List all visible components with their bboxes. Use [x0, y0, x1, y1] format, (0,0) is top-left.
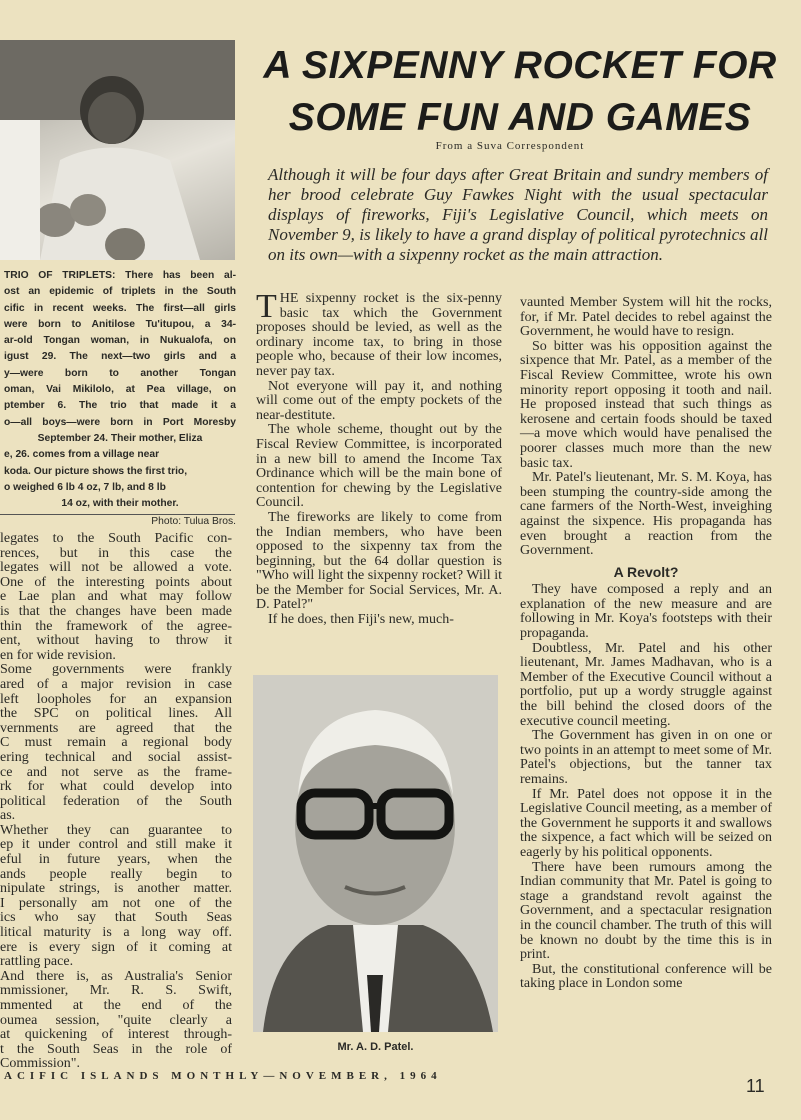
page-number: 11: [746, 1076, 765, 1096]
left-column-line: mmissioner, Mr. R. S. Swift,: [0, 984, 232, 999]
left-column-line: legates will not be allowed a vote.: [0, 561, 232, 576]
left-column-line: vernments are agreed that the: [0, 721, 232, 736]
headline-line-2: SOME FUN AND GAMES: [288, 96, 752, 139]
left-column-line: ands people really begin to: [0, 867, 232, 882]
right-column: [520, 296, 772, 992]
left-column-line: ce and not serve as the frame-: [0, 765, 232, 780]
paragraph: The Government has given in on one or two points in an attempt to meet some of Mr. Patel's objections, but the tanner tax remains.: [520, 728, 772, 787]
paragraph: There have been rumours among the Indian community that Mr. Patel is going to stage a grandstand revolt against the Government, and a spectacular resignation in the council chamber. The truth of this will be known no doubt by the time this is in print.: [520, 859, 772, 963]
left-column-line: ared of a major revision in case: [0, 677, 232, 692]
left-column-line: litical maturity is a long way off.: [0, 926, 232, 941]
left-column-line: ent, without having to throw it: [0, 634, 232, 649]
left-column-line: One of the interesting points about: [0, 575, 232, 590]
caption-line: ar-old Tongan woman, in Nukualofa, on: [4, 335, 236, 347]
left-column-line: Whether they can guarantee to: [0, 823, 232, 838]
left-column-line: legates to the South Pacific con-: [0, 532, 232, 546]
headline-line-1: A SIXPENNY ROCKET FOR: [263, 44, 777, 87]
subhead: A Revolt?: [613, 563, 679, 580]
caption-line: TRIO OF TRIPLETS: There has been al-: [4, 270, 236, 281]
left-column-line: ep it under control and still make it: [0, 838, 232, 853]
paragraph: The whole scheme, thought out by the Fiscal Review Committee, is incorporated in a new bill to amend the Income Tax Ordinance which will be the main bone of contention for chewing by the Legislative Council.: [256, 422, 502, 511]
paragraph: If he does, then Fiji's new, much-: [268, 612, 454, 628]
caption-line: September 24. Their mother, Eliza: [37, 432, 203, 444]
caption-line: ost an epidemic of triplets in the South: [4, 286, 236, 298]
paragraph: They have composed a reply and an explanation of the new measure and are following in Mr. Koya's footsteps with their propaganda.: [520, 582, 772, 642]
left-column-line: thin the framework of the agree-: [0, 619, 232, 634]
paragraph: The fireworks are likely to come from the Indian members, who have been opposed to the sixpenny tax from the beginning, but the 64 dollar question is "Who will light the sixpenny rocket? Will it be the Member for Social Services, Mr. A. D. Patel?": [256, 509, 502, 613]
left-column-line: at quickening of interest through-: [0, 1028, 232, 1043]
paragraph: HE sixpenny rocket is the six-penny basic tax which the Government proposes should be levied, as well as the ordinary income tax, to bring in those people who, because of their low incomes, never pay tax.: [256, 291, 502, 379]
left-column-line: ere is every sign of it coming at: [0, 940, 232, 955]
left-column-line: Commission".: [0, 1057, 81, 1072]
left-column-line: rattling pace.: [0, 955, 74, 970]
photo-credit: Photo: Tulua Bros.: [151, 516, 236, 528]
left-column-line: ering technical and social assist-: [0, 750, 232, 765]
left-column-line: rk for what could develop into: [0, 780, 232, 795]
left-column: [0, 532, 232, 1072]
caption-line: were born to Anitilose Tu'itupou, a 34-: [4, 318, 236, 330]
middle-column: [256, 288, 502, 628]
byline: From a Suva Correspondent: [435, 140, 585, 152]
caption-line: ptember 6. The trio that made it a: [4, 400, 236, 412]
paragraph: But, the constitutional conference will be taking place in London some: [520, 961, 772, 992]
standfirst: Although it will be four days after Great Britain and sundry members of her brood celebrate Guy Fawkes Night with the usual spectacular displays of fireworks, Fiji's Legislative Council, which meets on November 9, is likely to have a grand display of political pyrotechnics all on its own—with a sixpenny rocket as the main attraction.: [268, 165, 768, 264]
patel-caption: Mr. A. D. Patel.: [337, 1041, 414, 1053]
caption-line: o—all boys—were born in Port Moresby: [4, 416, 236, 428]
left-column-line: eful in future years, when the: [0, 853, 232, 868]
left-column-line: And there is, as Australia's Senior: [0, 969, 232, 984]
caption-line: igust 29. The next—two girls and a: [4, 351, 236, 363]
column-divider: [0, 514, 235, 515]
caption-line: koda. Our picture shows the first trio,: [4, 465, 188, 477]
caption-line: o weighed 6 lb 4 oz, 7 lb, and 8 lb: [4, 481, 166, 493]
left-column-line: nipulate strings, is another matter.: [0, 882, 232, 897]
left-column-line: political federation of the South: [0, 794, 232, 809]
left-column-line: mmented at the end of the: [0, 999, 232, 1013]
left-column-line: en for wide revision.: [0, 648, 116, 663]
caption-line: oman, Vai Mikilolo, at Pea village, on: [4, 384, 236, 396]
caption-line: cific in recent weeks. The first—all girls: [4, 302, 236, 314]
triplets-photo: [0, 40, 235, 260]
left-column-line: C must remain a regional body: [0, 736, 232, 751]
left-column-line: as.: [0, 809, 16, 824]
paragraph: Doubtless, Mr. Patel and his other lieutenant, Mr. James Madhavan, who is a Member of the Executive Council without a portfolio, put up a wordy struggle against the bill behind the closed doors of the executive council meeting.: [520, 640, 772, 729]
caption-line: 14 oz, with their mother.: [61, 498, 179, 510]
triplets-caption: [4, 268, 236, 531]
paragraph: If Mr. Patel does not oppose it in the Legislative Council meeting, as a member of the Government he supports it and swallows the sixpence, a fact which will be seized on eagerly by his political opponents.: [520, 786, 772, 860]
left-column-line: rences, but in this case the: [0, 546, 232, 561]
page-footer: ACIFIC ISLANDS MONTHLY—NOVEMBER, 1964: [4, 1070, 442, 1082]
paragraph: So bitter was his opposition against the sixpence that Mr. Patel, as a member of the Fiscal Review Committee, wrote his own minority report opposing it tooth and nail. He proposed instead that such things as kerosene and certain foods should be taxed—a move which would have penalised the poorer classes much more than the new basic tax.: [520, 338, 772, 471]
drop-cap: T: [256, 288, 277, 325]
left-column-line: t the South Seas in the role of: [0, 1042, 232, 1057]
left-column-line: oumea session, "quite clearly a: [0, 1013, 232, 1028]
paragraph: vaunted Member System will hit the rocks, for, if Mr. Patel decides to rebel against the Government, he would have to resign.: [520, 295, 772, 340]
left-column-line: the SPC on political lines. All: [0, 707, 232, 722]
headline: [250, 40, 790, 144]
left-column-line: Some governments were frankly: [0, 663, 232, 678]
caption-line: y—were born to another Tongan: [4, 367, 236, 379]
left-column-line: is that the changes have been made: [0, 604, 232, 619]
left-column-line: e Lae plan and what may follow: [0, 590, 232, 605]
patel-portrait-photo: [253, 675, 498, 1032]
caption-line: e, 26. comes from a village near: [4, 449, 160, 461]
paragraph: Mr. Patel's lieutenant, Mr. S. M. Koya, has been stumping the country-side among the cane farmers of the North-West, inveighing against the sixpence. His propaganda has even brought a reaction from the Government.: [520, 470, 772, 559]
left-column-line: left loopholes for an expansion: [0, 692, 232, 707]
left-column-line: ics who say that South Seas: [0, 911, 232, 926]
left-column-line: I personally am not one of the: [0, 896, 232, 911]
paragraph: Not everyone will pay it, and nothing will come out of the empty pockets of the near-destitute.: [256, 378, 502, 423]
